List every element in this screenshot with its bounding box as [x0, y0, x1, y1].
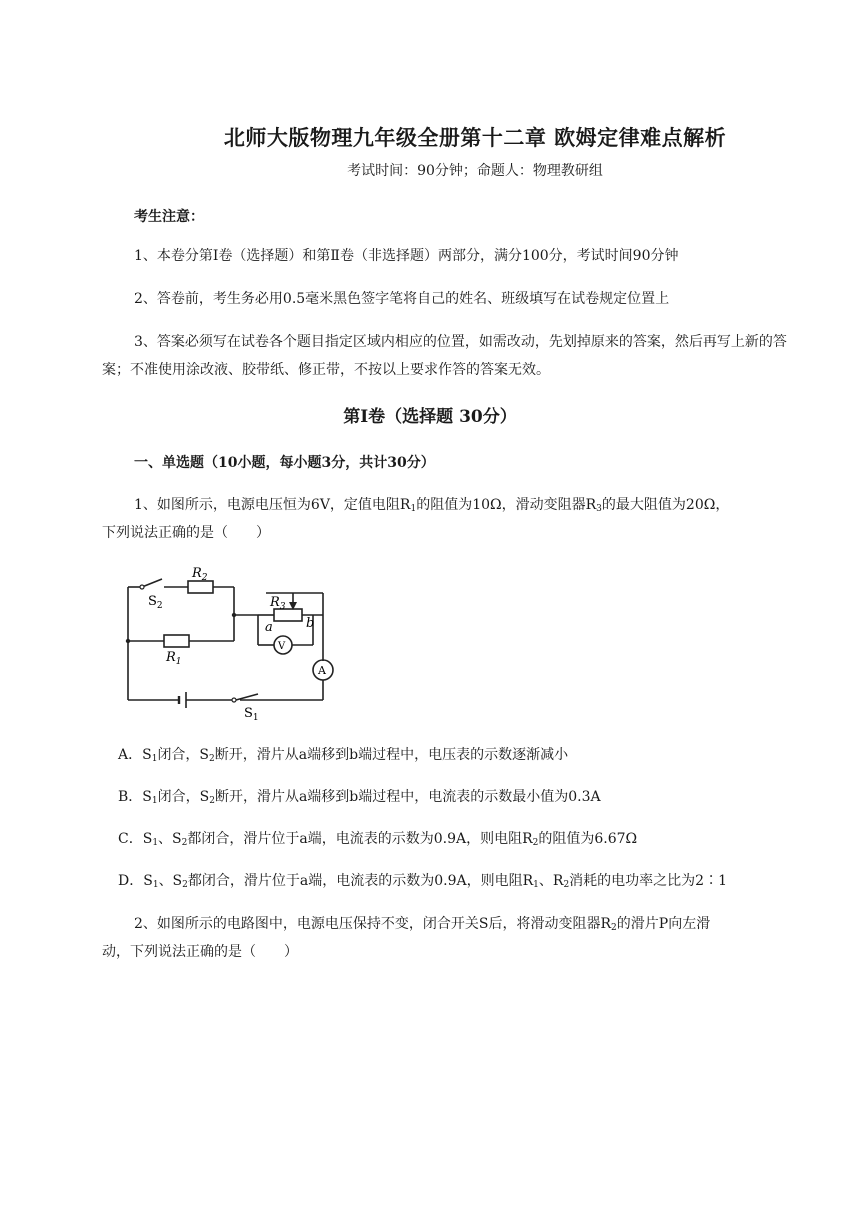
q1-option-a[interactable]: A．$S_1$闭合，$S_2$断开，滑片从a端移到b端过程中，电压表的示数逐渐减小	[118, 747, 569, 764]
part-heading: 一、单选题（10小题，每小题3分，共计30分）	[134, 455, 435, 471]
notice-item-3: 3、答案必须写在试卷各个题目指定区域内相应的位置，如需改动，先划掉原来的答案，然后再写上新的答案；不准使用涂改液、胶带纸、修正带，不按以上要求作答的答案无效。	[102, 334, 787, 378]
label-r2: $R_2$	[192, 566, 208, 583]
circuit-diagram	[118, 555, 348, 720]
q2-stem-line1: 2、如图所示的电路图中，电源电压保持不变，闭合开关S后，将滑动变阻器$R_2$的滑片P向左滑	[134, 916, 711, 933]
label-s2: $S_2$	[148, 594, 163, 611]
q1-stem-line1: 1、如图所示，电源电压恒为6V，定值电阻$R_1$的阻值为10Ω，滑动变阻器$R_3$的最大阻值为20Ω，	[134, 497, 730, 514]
label-r3: $R_3$	[270, 595, 286, 612]
label-a: a	[265, 620, 273, 635]
page-title: 北师大版物理九年级全册第十二章 欧姆定律难点解析	[223, 125, 727, 150]
notice-heading: 考生注意：	[134, 209, 204, 225]
label-s1: $S_1$	[244, 706, 259, 720]
label-b: b	[306, 616, 315, 631]
label-r1: $R_1$	[166, 650, 182, 667]
voltmeter-icon: V	[278, 641, 286, 652]
q1-option-d[interactable]: D．$S_1$、$S_2$都闭合，滑片位于a端，电流表的示数为0.9A，则电阻$R_1$、$R_2$消耗的电功率之比为2∶1	[118, 873, 727, 890]
q1-option-c[interactable]: C．$S_1$、$S_2$都闭合，滑片位于a端，电流表的示数为0.9A，则电阻$R_2$的阻值为6.67Ω	[118, 831, 638, 848]
page-subtitle: 考试时间：90分钟；命题人：物理教研组	[347, 163, 603, 179]
ammeter-icon: A	[318, 664, 326, 677]
q1-stem-line2: 下列说法正确的是（ ）	[102, 525, 270, 541]
notice-item-2: 2、答卷前，考生务必用0.5毫米黑色签字笔将自己的姓名、班级填写在试卷规定位置上	[134, 291, 670, 307]
notice-item-1: 1、本卷分第I卷（选择题）和第Ⅱ卷（非选择题）两部分，满分100分，考试时间90分钟	[134, 248, 679, 264]
section-title: 第I卷（选择题 30分）	[343, 407, 517, 427]
q1-option-b[interactable]: B．$S_1$闭合，$S_2$断开，滑片从a端移到b端过程中，电流表的示数最小值为0.3A	[118, 789, 601, 806]
q2-stem-line2: 动，下列说法正确的是（ ）	[102, 944, 298, 960]
